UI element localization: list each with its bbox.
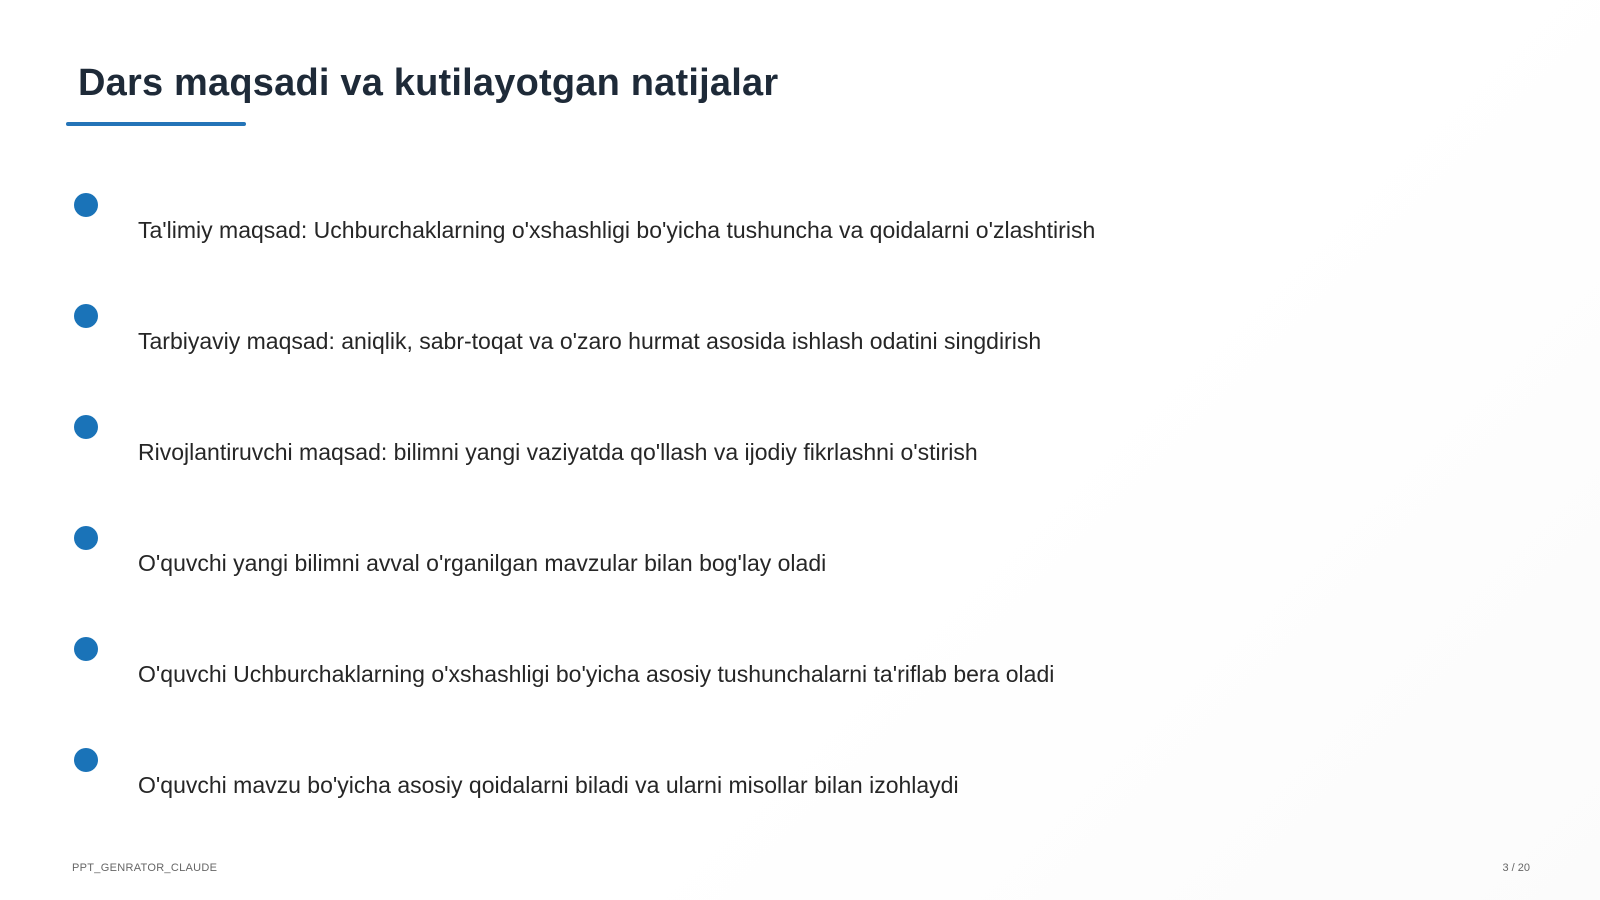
page-indicator: 3 / 20 <box>1502 862 1530 874</box>
list-item <box>0 193 1600 263</box>
bullet-dot-icon <box>74 637 98 661</box>
footer-source-label: PPT_GENRATOR_CLAUDE <box>72 862 218 874</box>
list-item-text: Tarbiyaviy maqsad: aniqlik, sabr-toqat va o'zaro hurmat asosida ishlash odatini singdirish <box>138 328 1042 354</box>
list-item-text: Ta'limiy maqsad: Uchburchaklarning o'xshashligi bo'yicha tushuncha va qoidalarni o'zlashtirish <box>138 217 1096 243</box>
list-item <box>0 415 1600 485</box>
bullet-dot-icon <box>74 304 98 328</box>
list-item <box>0 748 1600 818</box>
bullet-dot-icon <box>74 193 98 217</box>
bullet-dot-icon <box>74 748 98 772</box>
list-item <box>0 526 1600 596</box>
slide-title: Dars maqsadi va kutilayotgan natijalar <box>78 62 779 104</box>
list-item <box>0 637 1600 707</box>
list-item-text: O'quvchi Uchburchaklarning o'xshashligi bo'yicha asosiy tushunchalarni ta'riflab bera oladi <box>138 661 1055 687</box>
bullet-dot-icon <box>74 526 98 550</box>
bullet-dot-icon <box>74 415 98 439</box>
list-item <box>0 304 1600 374</box>
list-item-text: O'quvchi mavzu bo'yicha asosiy qoidalarni biladi va ularni misollar bilan izohlaydi <box>138 772 959 798</box>
list-item-text: Rivojlantiruvchi maqsad: bilimni yangi vaziyatda qo'llash va ijodiy fikrlashni o'stirish <box>138 439 978 465</box>
list-item-text: O'quvchi yangi bilimni avval o'rganilgan mavzular bilan bog'lay oladi <box>138 550 827 576</box>
